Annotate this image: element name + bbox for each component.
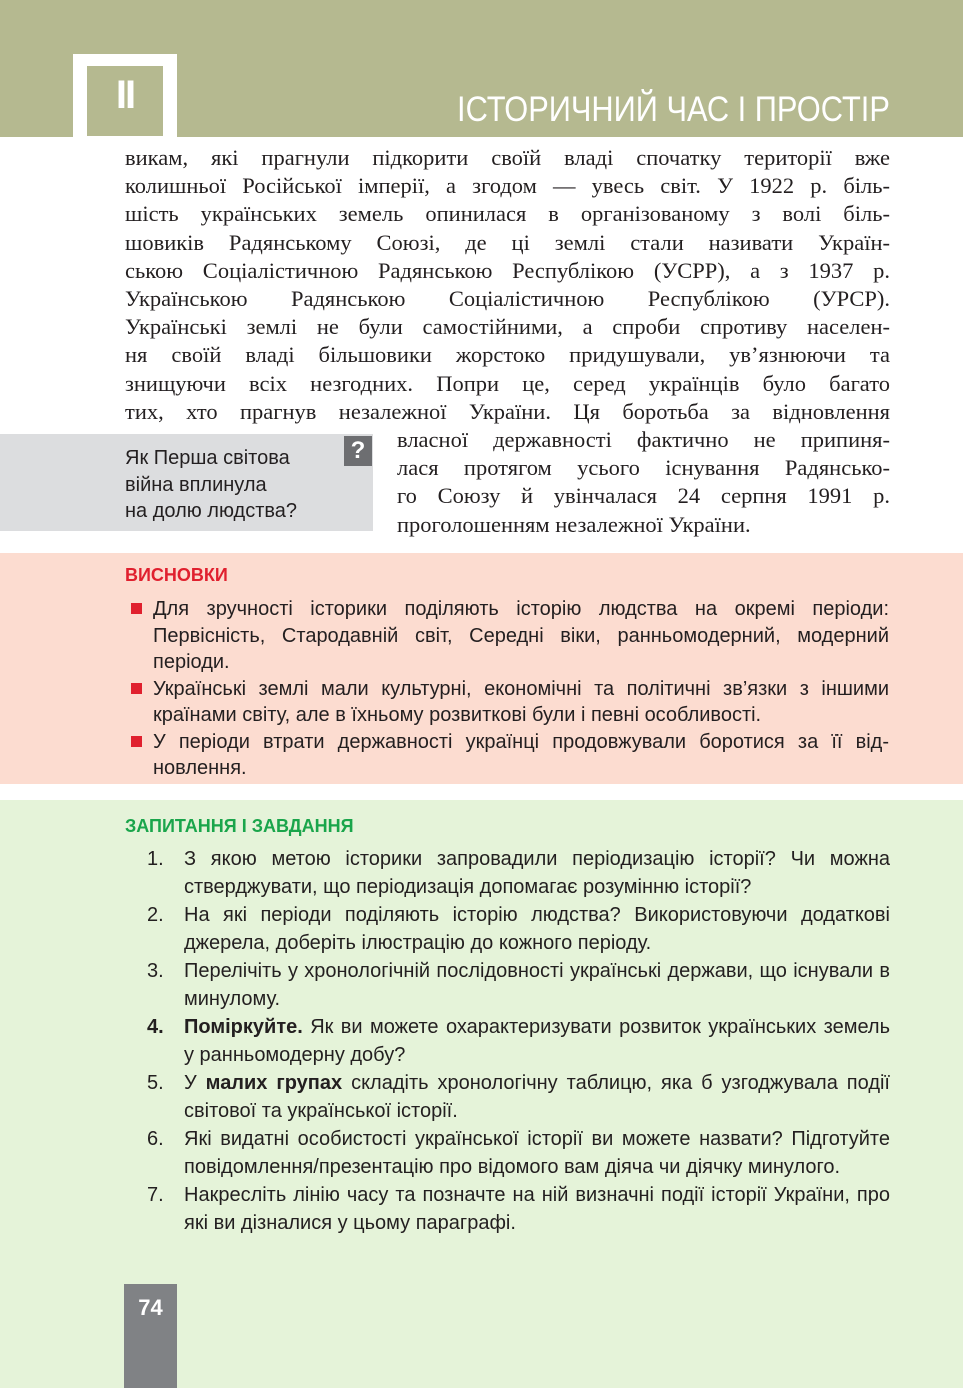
- body-line: ня своїй владі більшовики жорстоко придушували, ув’язнюючи та: [125, 342, 890, 368]
- body-paragraph-continued: [397, 426, 890, 539]
- question-mark-icon: ?: [344, 436, 372, 466]
- bullet-square-icon: [131, 603, 142, 614]
- body-line: Українською Радянською Соціалістичною Республікою (УРСР).: [125, 286, 890, 312]
- body-line: лася протягом усього існування Радянсько-: [397, 455, 890, 481]
- list-item: У періоди втрати державності українці продовжували боротися за її відновлення.: [131, 729, 889, 782]
- body-line: Українські землі не були самостійними, а спроби спротиву населен-: [125, 314, 890, 340]
- list-item: 3. Перелічіть у хронологічній послідовності українські держави, що існували в минулому.: [147, 960, 890, 1010]
- list-item: 2. На які періоди поділяють історію людства? Використовуючи додаткові джерела, доберіть ілюстрацію до кожного періоду.: [147, 904, 890, 954]
- chapter-title: ІСТОРИЧНИЙ ЧАС І ПРОСТІР: [457, 90, 890, 129]
- body-line: го Союзу й увінчалася 24 серпня 1991 р.: [397, 483, 890, 509]
- body-line: тих, хто прагнув незалежної України. Ця боротьба за відновлення: [125, 398, 890, 424]
- conclusions-list: [131, 596, 889, 782]
- body-line: викам, які прагнули підкорити своїй владі спочатку території вже: [125, 145, 890, 170]
- chapter-number: II: [115, 72, 135, 117]
- list-item: 5. У малих групах складіть хронологічну таблицю, яка б узгоджувала події світової та української історії.: [147, 1072, 890, 1122]
- body-line: колишньої Російської імперії, а згодом — увесь світ. У 1922 р. біль-: [125, 173, 890, 199]
- list-item: Для зручності історики поділяють історію людства на окремі періоди: Первісність, Стародавній світ, Середні віки, ранньомодерний, модерний періоди.: [131, 596, 889, 676]
- questions-list: [147, 845, 890, 1237]
- conclusions-title: ВИСНОВКИ: [125, 565, 228, 585]
- list-item: 7. Накресліть лінію часу та позначте на ній визначні події історії України, про які ви дізналися у цьому параграфі.: [147, 1184, 890, 1234]
- chapter-number-box: [73, 54, 177, 142]
- page-number: 74: [138, 1295, 163, 1320]
- list-item: 6. Які видатні особистості української історії ви можете назвати? Підготуйте повідомлення/презентацію про відомого вам діяча чи діячку минулого.: [147, 1128, 890, 1178]
- list-item: 4. Поміркуйте. Як ви можете охарактеризувати розвиток українських земель у ранньомодерну добу?: [147, 1016, 890, 1066]
- bullet-square-icon: [131, 683, 142, 694]
- body-line: проголошенням незалежної України.: [397, 511, 751, 537]
- body-line: знищуючи всіх незгодних. Попри це, серед українців було багато: [125, 370, 890, 396]
- list-item: Українські землі мали культурні, економічні та політичні зв’язки з іншими країнами світу, але в їхньому розвиткові були і певні особливості.: [131, 676, 889, 729]
- body-line: власної державності фактично не припиня-: [397, 427, 890, 452]
- conclusions-section: [0, 553, 963, 784]
- body-paragraph: [125, 144, 890, 426]
- chapter-header: [0, 0, 963, 137]
- question-sidebar: [0, 434, 373, 531]
- body-line: ською Соціалістичною Радянською Республікою (УСРР), а з 1937 р.: [125, 257, 890, 283]
- bullet-square-icon: [131, 736, 142, 747]
- body-line: шовиків Радянському Союзі, де ці землі стали називати Україн-: [125, 229, 890, 255]
- list-item: 1. З якою метою історики запровадили періодизацію історії? Чи можна стверджувати, що періодизація допомагає розумінню історії?: [147, 848, 890, 898]
- questions-title: ЗАПИТАННЯ І ЗАВДАННЯ: [125, 816, 354, 836]
- page-number-tab: [124, 1284, 177, 1388]
- body-line: шість українських земель опинилася в організованому з волі біль-: [125, 201, 890, 227]
- question-text: Як Перша світова війна вплинула на долю людства?: [125, 447, 298, 522]
